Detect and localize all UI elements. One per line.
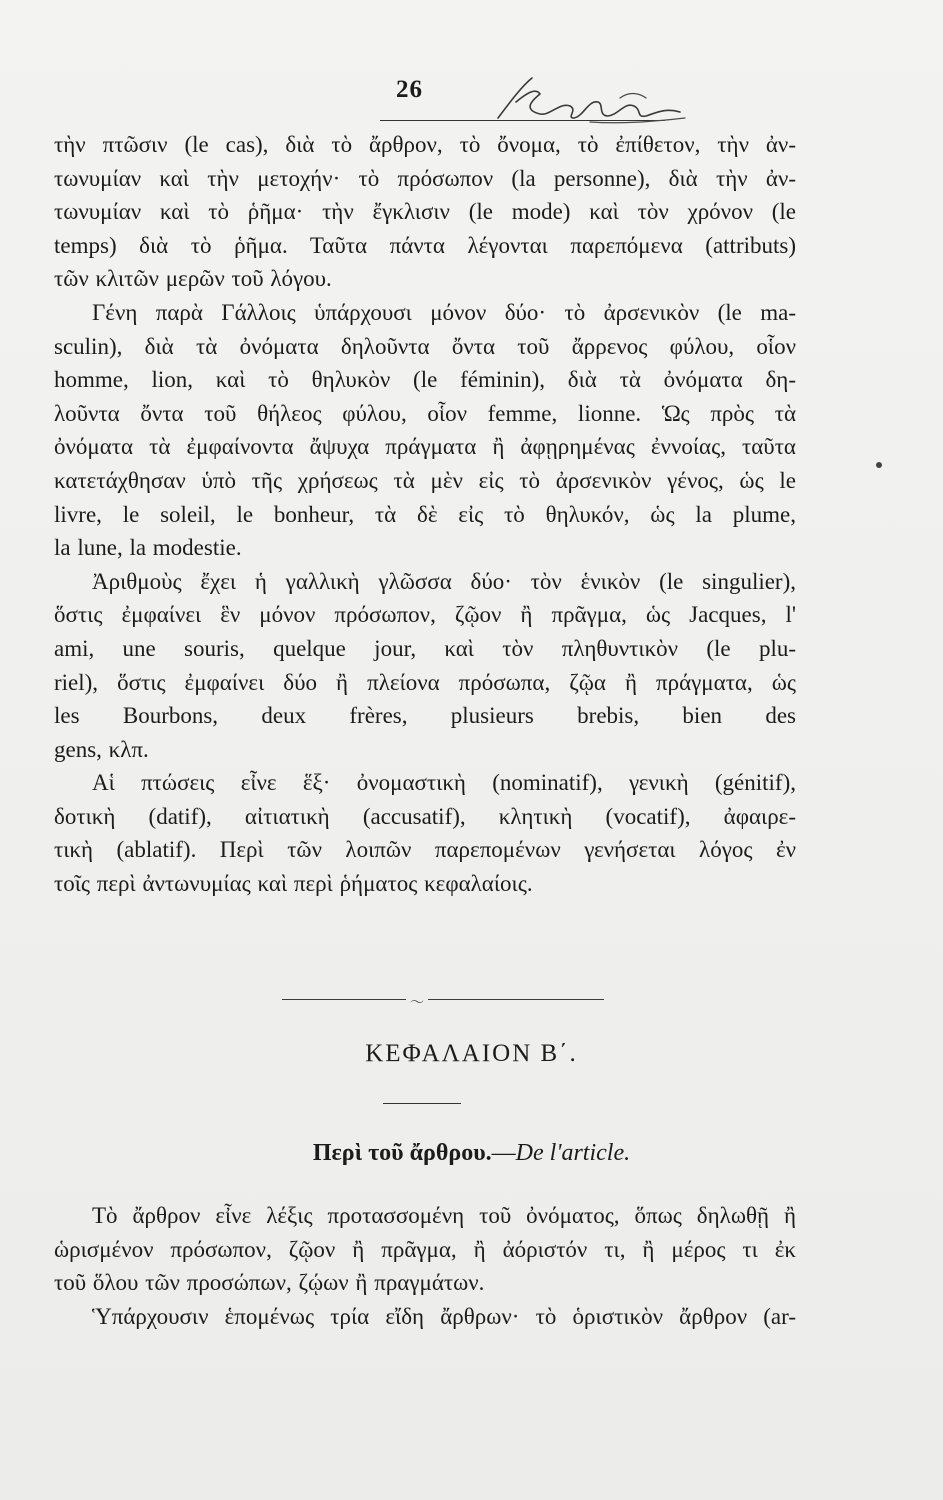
- text-line: τωνυμίαν καὶ τὸ ῥῆμα· τὴν ἔγκλισιν (le mode) καὶ τὸν χρόνον (le: [54, 199, 796, 225]
- text-line: Γένη παρὰ Γάλλοις ὑπάρχουσι μόνον δύο· τὸ ἀρσενικὸν (le ma-: [92, 299, 796, 325]
- text-line: ὀνόματα τὰ ἐμφαίνοντα ἄψυχα πράγματα ἢ ἀφῃρημένας ἐννοίας, ταῦτα: [54, 434, 796, 460]
- text-line: ὡρισμένον πρόσωπον, ζῷον ἢ πρᾶγμα, ἢ ἀόριστόν τι, ἢ μέρος τι ἐκ: [54, 1236, 796, 1262]
- text-line: homme, lion, καὶ τὸ θηλυκὸν (le féminin), διὰ τὰ ὀνόματα δη-: [54, 367, 796, 393]
- text-line: gens, κλπ.: [54, 736, 149, 762]
- text-line: temps) διὰ τὸ ῥῆμα. Ταῦτα πάντα λέγονται παρεπόμενα (attributs): [54, 232, 796, 258]
- text-line: τοῖς περὶ ἀντωνυμίας καὶ περὶ ῥήματος κεφαλαίοις.: [54, 871, 533, 897]
- text-line: δοτικὴ (datif), αἰτιατικὴ (accusatif), κλητικὴ (vocatif), ἀφαιρε-: [54, 803, 796, 829]
- text-line: sculin), διὰ τὰ ὀνόματα δηλοῦντα ὄντα τοῦ ἄρρενος φύλου, οἷον: [54, 333, 796, 359]
- text-line: riel), ὅστις ἐμφαίνει δύο ἢ πλείονα πρόσωπα, ζῷα ἢ πράγματα, ὡς: [54, 669, 796, 695]
- text-line: livre, le soleil, le bonheur, τὰ δὲ εἰς τὸ θηλυκόν, ὡς la plume,: [54, 501, 796, 527]
- text-line: ami, une souris, quelque jour, καὶ τὸν πληθυντικὸν (le plu-: [54, 635, 796, 661]
- page-number: 26: [396, 76, 423, 103]
- section-divider: [282, 999, 604, 1000]
- section-title-french: De l'article.: [515, 1140, 631, 1166]
- text-line: λοῦντα ὄντα τοῦ θήλεος φύλου, οἷον femme, lionne. Ὡς πρὸς τὰ: [54, 400, 796, 426]
- text-line: Τὸ ἄρθρον εἶνε λέξις προτασσομένη τοῦ ὀνόματος, ὅπως δηλωθῇ ἢ: [92, 1203, 796, 1228]
- text-line: τὴν πτῶσιν (le cas), διὰ τὸ ἄρθρον, τὸ ὄνομα, τὸ ἐπίθετον, τὴν ἀν-: [54, 132, 796, 157]
- text-line: ὅστις ἐμφαίνει ἓν μόνον πρόσωπον, ζῷον ἢ πρᾶγμα, ὡς Jacques, l': [54, 602, 796, 628]
- text-line: Ἀριθμοὺς ἔχει ἡ γαλλικὴ γλῶσσα δύο· τὸν ἑνικὸν (le singulier),: [92, 568, 796, 594]
- text-line: les Bourbons, deux frères, plusieurs brebis, bien des: [54, 703, 796, 729]
- page-header: [0, 72, 943, 132]
- text-line: τοῦ ὅλου τῶν προσώπων, ζῴων ἢ πραγμάτων.: [54, 1270, 485, 1296]
- text-line: κατετάχθησαν ὑπὸ τῆς χρήσεως τὰ μὲν εἰς τὸ ἀρσενικὸν γένος, ὡς le: [54, 467, 796, 493]
- ink-dot: [876, 462, 882, 468]
- chapter-heading: ΚΕΦΑΛΑΙΟΝ Β΄.: [365, 1040, 578, 1067]
- body-text: [54, 128, 796, 901]
- text-line: τωνυμίαν καὶ τὴν μετοχήν· τὸ πρόσωπον (la personne), διὰ τὴν ἀν-: [54, 165, 796, 191]
- text-line: τῶν κλιτῶν μερῶν τοῦ λόγου.: [54, 266, 332, 292]
- divider-ornament: 〜: [406, 992, 428, 1012]
- chapter-rule: [383, 1103, 461, 1104]
- section-title-dash: —: [491, 1140, 516, 1166]
- section-title-greek: Περὶ τοῦ ἄρθρου.: [312, 1140, 492, 1166]
- text-line: Αἱ πτώσεις εἶνε ἕξ· ὀνομαστικὴ (nominatif), γενικὴ (génitif),: [92, 770, 796, 796]
- text-line: Ὑπάρχουσιν ἑπομένως τρία εἴδη ἄρθρων· τὸ ὁριστικὸν ἄρθρον (ar-: [92, 1303, 796, 1329]
- text-line: la lune, la modestie.: [54, 535, 242, 561]
- body-text-article: [54, 1199, 796, 1333]
- text-line: τικὴ (ablatif). Περὶ τῶν λοιπῶν παρεπομένων γενήσεται λόγος ἐν: [54, 837, 796, 863]
- section-heading: [0, 1140, 943, 1167]
- handwritten-signature: [470, 72, 700, 130]
